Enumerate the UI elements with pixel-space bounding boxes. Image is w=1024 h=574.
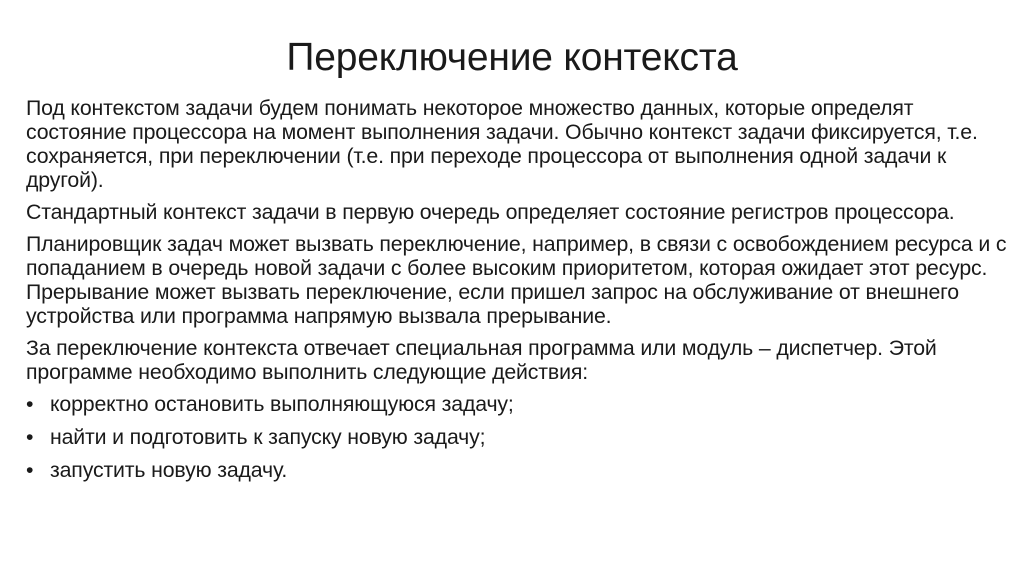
paragraph-dispatcher: За переключение контекста отвечает специальная программа или модуль – диспетчер. Этой программе необходимо выполнить следующие действия: — [26, 336, 937, 384]
bullet-icon: • — [26, 458, 34, 482]
list-item — [26, 425, 1011, 449]
paragraph-scheduler: Планировщик задач может вызвать переключение, например, в связи с освобождением ресурса и с попаданием в очередь новой задачи с более высоким приоритетом, которая ожидает этот ресурс. Прерывание может вызвать переключение, если пришел запрос на обслуживание от внешнего устройства или программа напрямую вызвала прерывание. — [26, 232, 1007, 328]
bullet-icon: • — [26, 425, 34, 449]
paragraph-standard-context: Стандартный контекст задачи в первую очередь определяет состояние регистров процессора. — [26, 200, 955, 224]
list-item-text: запустить новую задачу. — [50, 458, 288, 482]
slide-body — [26, 96, 1011, 491]
action-list — [26, 392, 1011, 482]
slide-title: Переключение контекста — [286, 36, 738, 79]
paragraph-context-definition: Под контекстом задачи будем понимать некоторое множество данных, которые определят состояние процессора на момент выполнения задачи. Обычно контекст задачи фиксируется, т.е. сохраняется, при переключении (т.е. при переходе процессора от выполнения одной задачи к другой). — [26, 96, 978, 192]
list-item-text: найти и подготовить к запуску новую задачу; — [50, 425, 486, 449]
bullet-icon: • — [26, 392, 34, 416]
list-item-text: корректно остановить выполняющуюся задачу; — [50, 392, 514, 416]
list-item — [26, 392, 1011, 416]
list-item — [26, 458, 1011, 482]
